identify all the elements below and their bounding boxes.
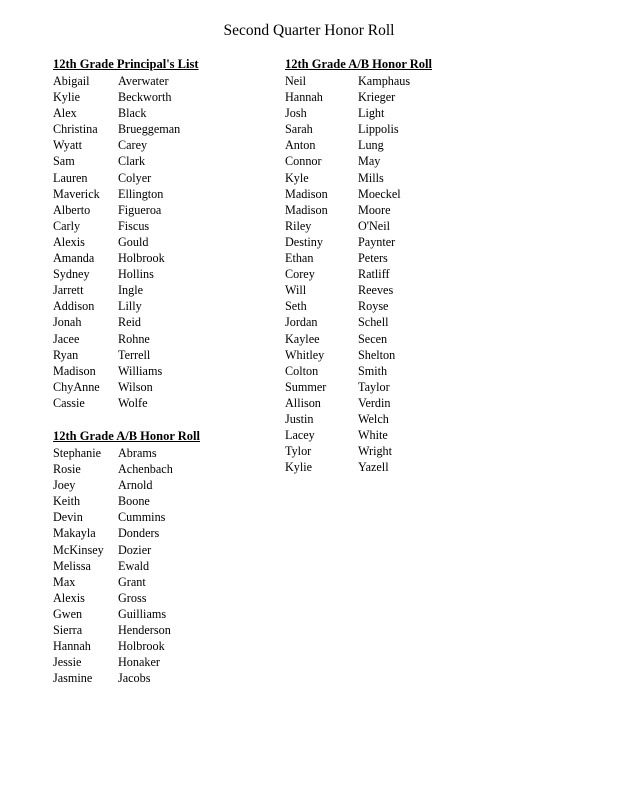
student-row — [285, 443, 505, 459]
student-row — [285, 282, 505, 298]
student-last-name: Black — [118, 106, 147, 121]
student-first-name: Allison — [285, 395, 321, 410]
student-row — [53, 202, 253, 218]
student-first-name: Hannah — [285, 90, 323, 105]
student-last-name: Secen — [358, 331, 388, 346]
student-row — [53, 590, 253, 606]
student-row — [53, 542, 253, 558]
student-row — [53, 331, 253, 347]
student-last-name: Schell — [358, 315, 389, 330]
student-first-name: Will — [285, 283, 307, 298]
student-row — [285, 170, 505, 186]
student-first-name: Lacey — [285, 428, 315, 443]
student-first-name: Jessie — [53, 655, 82, 670]
student-row — [53, 218, 253, 234]
student-last-name: Ratliff — [358, 267, 390, 282]
student-first-name: Christina — [53, 122, 98, 137]
student-first-name: Madison — [53, 363, 96, 378]
student-first-name: Stephanie — [53, 446, 102, 460]
student-row — [53, 622, 253, 638]
student-last-name: Guilliams — [118, 606, 167, 621]
student-first-name: Sarah — [285, 122, 313, 137]
student-row — [53, 654, 253, 670]
student-first-name: Colton — [285, 363, 319, 378]
student-last-name: Taylor — [358, 379, 390, 394]
student-last-name: O'Neil — [358, 218, 390, 233]
student-first-name: Devin — [53, 510, 83, 525]
student-first-name: Ryan — [53, 347, 79, 362]
principals-list-section — [53, 57, 253, 411]
student-last-name: Averwater — [118, 74, 169, 88]
student-last-name: Gross — [118, 590, 147, 605]
student-first-name: Alexis — [53, 234, 85, 249]
ab-honor-roll-section-left — [53, 429, 253, 686]
student-row — [53, 137, 253, 153]
student-last-name: Achenbach — [118, 462, 173, 477]
student-row — [53, 379, 253, 395]
student-first-name: Kylie — [285, 460, 313, 475]
student-last-name: Moore — [358, 202, 391, 217]
student-last-name: Lilly — [118, 299, 142, 314]
student-last-name: Grant — [118, 574, 146, 589]
student-row — [53, 186, 253, 202]
student-row — [53, 153, 253, 169]
student-row — [53, 395, 253, 411]
student-row — [285, 363, 505, 379]
student-row — [53, 314, 253, 330]
student-last-name: Figueroa — [118, 202, 162, 217]
student-row — [285, 347, 505, 363]
student-last-name: Wilson — [118, 379, 153, 394]
student-row — [285, 427, 505, 443]
student-first-name: Rosie — [53, 462, 81, 477]
student-row — [53, 298, 253, 314]
student-last-name: Reid — [118, 315, 142, 330]
student-row — [53, 606, 253, 622]
student-last-name: Hollins — [118, 267, 154, 282]
student-last-name: Ingle — [118, 283, 144, 298]
student-first-name: Amanda — [53, 251, 95, 266]
student-row — [285, 298, 505, 314]
student-first-name: Wyatt — [53, 138, 83, 153]
student-row — [53, 105, 253, 121]
student-last-name: Gould — [118, 234, 149, 249]
student-first-name: Abigail — [53, 74, 90, 88]
student-last-name: Terrell — [118, 347, 151, 362]
student-last-name: Shelton — [358, 347, 396, 362]
student-first-name: Makayla — [53, 526, 96, 541]
student-row — [53, 461, 253, 477]
student-first-name: Ethan — [285, 251, 314, 266]
student-first-name: Tylor — [285, 444, 312, 459]
student-last-name: Honaker — [118, 655, 160, 670]
student-last-name: Ellington — [118, 186, 164, 201]
student-last-name: Holbrook — [118, 251, 165, 266]
student-last-name: Carey — [118, 138, 148, 153]
student-list — [53, 445, 253, 686]
student-row — [53, 89, 253, 105]
student-last-name: Lippolis — [358, 122, 399, 137]
student-first-name: Maverick — [53, 186, 100, 201]
student-first-name: Destiny — [285, 234, 323, 249]
student-last-name: Dozier — [118, 542, 152, 557]
student-last-name: Holbrook — [118, 639, 165, 654]
student-row — [53, 525, 253, 541]
student-first-name: Jasmine — [53, 671, 93, 686]
student-list — [285, 73, 505, 475]
student-row — [53, 493, 253, 509]
student-row — [53, 250, 253, 266]
student-last-name: Paynter — [358, 234, 396, 249]
student-last-name: Colyer — [118, 170, 152, 185]
student-last-name: Wright — [358, 444, 393, 459]
student-first-name: Corey — [285, 267, 315, 282]
student-row — [53, 574, 253, 590]
student-first-name: Seth — [285, 299, 307, 314]
student-last-name: Moeckel — [358, 186, 401, 201]
student-last-name: Boone — [118, 494, 150, 509]
ab-honor-roll-section-right — [285, 57, 505, 475]
student-first-name: Whitley — [285, 347, 325, 362]
student-row — [53, 282, 253, 298]
student-row — [285, 411, 505, 427]
section-heading: 12th Grade A/B Honor Roll — [285, 57, 433, 71]
student-row — [53, 234, 253, 250]
student-first-name: Gwen — [53, 606, 83, 621]
student-row — [53, 638, 253, 654]
student-row — [285, 379, 505, 395]
student-first-name: Addison — [53, 299, 95, 314]
student-last-name: May — [358, 154, 381, 169]
student-last-name: Smith — [358, 363, 388, 378]
student-first-name: Kaylee — [285, 331, 320, 346]
student-last-name: Clark — [118, 154, 146, 169]
student-row — [53, 363, 253, 379]
student-last-name: Verdin — [358, 395, 391, 410]
student-first-name: Max — [53, 574, 76, 589]
student-row — [285, 153, 505, 169]
student-row — [285, 202, 505, 218]
student-last-name: Wolfe — [118, 395, 148, 410]
student-last-name: Rohne — [118, 331, 150, 346]
student-row — [53, 73, 253, 89]
student-row — [285, 250, 505, 266]
student-first-name: Melissa — [53, 558, 91, 573]
student-first-name: Jordan — [285, 315, 318, 330]
student-last-name: Kamphaus — [358, 74, 411, 88]
student-first-name: ChyAnne — [53, 379, 100, 394]
student-row — [285, 234, 505, 250]
student-row — [53, 558, 253, 574]
student-last-name: Reeves — [358, 283, 394, 298]
student-first-name: Jonah — [53, 315, 82, 330]
student-last-name: Welch — [358, 411, 389, 426]
student-last-name: Peters — [358, 251, 388, 266]
student-row — [53, 445, 253, 461]
student-row — [53, 266, 253, 282]
student-last-name: White — [358, 428, 388, 443]
student-row — [285, 331, 505, 347]
student-last-name: Krieger — [358, 90, 396, 105]
page-title: Second Quarter Honor Roll — [223, 22, 395, 39]
student-last-name: Henderson — [118, 623, 171, 638]
student-last-name: Royse — [358, 299, 389, 314]
student-row — [285, 395, 505, 411]
student-last-name: Mills — [358, 170, 384, 185]
student-first-name: Jacee — [53, 331, 80, 346]
section-heading: 12th Grade Principal's List — [53, 57, 199, 71]
student-row — [53, 477, 253, 493]
student-first-name: Josh — [285, 106, 307, 121]
student-list — [53, 73, 253, 411]
student-first-name: Justin — [285, 411, 314, 426]
student-first-name: Hannah — [53, 639, 91, 654]
student-first-name: Joey — [53, 478, 76, 493]
student-first-name: Riley — [285, 218, 312, 233]
student-first-name: Lauren — [53, 170, 88, 185]
student-first-name: Summer — [285, 379, 327, 394]
student-row — [285, 186, 505, 202]
student-row — [285, 314, 505, 330]
student-row — [53, 509, 253, 525]
student-last-name: Beckworth — [118, 90, 172, 105]
student-first-name: Keith — [53, 494, 81, 509]
student-last-name: Abrams — [118, 446, 157, 460]
student-first-name: Sam — [53, 154, 75, 169]
student-row — [285, 105, 505, 121]
student-first-name: Cassie — [53, 395, 85, 410]
student-first-name: Carly — [53, 218, 81, 233]
student-row — [285, 266, 505, 282]
student-row — [285, 89, 505, 105]
student-row — [53, 121, 253, 137]
student-last-name: Light — [358, 106, 385, 121]
student-first-name: Kylie — [53, 90, 81, 105]
student-last-name: Yazell — [358, 460, 389, 475]
student-row — [285, 73, 505, 89]
student-row — [285, 137, 505, 153]
student-last-name: Brueggeman — [118, 122, 181, 137]
student-first-name: Neil — [285, 74, 306, 88]
student-first-name: Connor — [285, 154, 322, 169]
student-first-name: Sydney — [53, 267, 90, 282]
student-row — [285, 459, 505, 475]
section-heading: 12th Grade A/B Honor Roll — [53, 429, 201, 443]
student-first-name: Jarrett — [53, 283, 84, 298]
student-first-name: Alexis — [53, 590, 85, 605]
student-last-name: Arnold — [118, 478, 153, 493]
student-row — [53, 347, 253, 363]
student-last-name: Donders — [118, 526, 160, 541]
student-first-name: Alberto — [53, 202, 91, 217]
student-last-name: Cummins — [118, 510, 166, 525]
student-row — [53, 170, 253, 186]
student-row — [285, 121, 505, 137]
student-last-name: Fiscus — [118, 218, 150, 233]
student-first-name: Alex — [53, 106, 77, 121]
student-first-name: Anton — [285, 138, 316, 153]
student-row — [53, 670, 253, 686]
student-row — [285, 218, 505, 234]
student-first-name: Madison — [285, 202, 328, 217]
student-first-name: Kyle — [285, 170, 309, 185]
student-first-name: Madison — [285, 186, 328, 201]
student-last-name: Williams — [118, 363, 163, 378]
student-last-name: Ewald — [118, 558, 150, 573]
student-last-name: Lung — [358, 138, 384, 153]
student-first-name: Sierra — [53, 623, 83, 638]
student-last-name: Jacobs — [118, 671, 151, 686]
student-first-name: McKinsey — [53, 542, 104, 557]
